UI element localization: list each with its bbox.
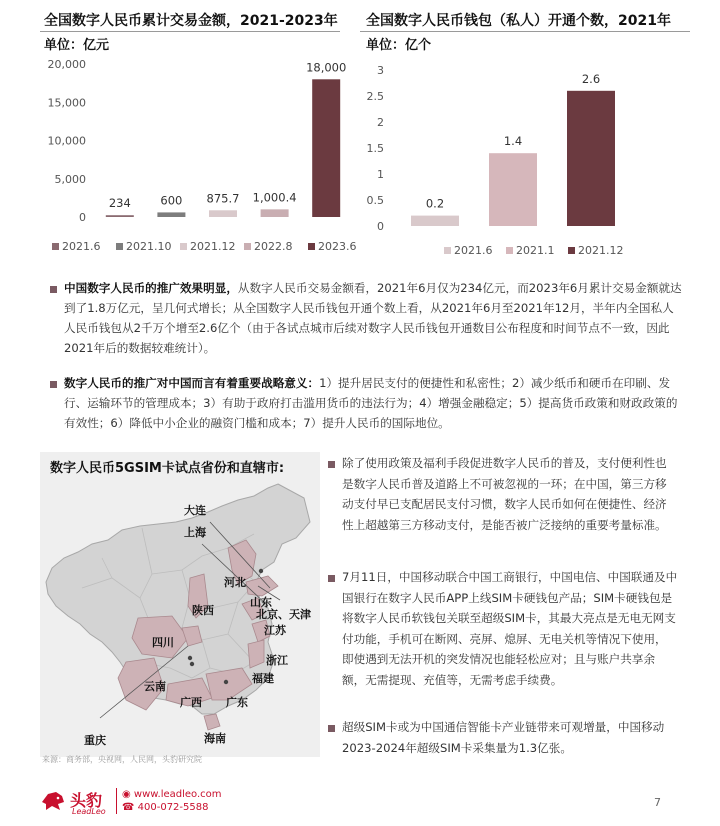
data-label-2021.6: 234 (108, 196, 131, 211)
legend-label-2023.6: 2023.6 (318, 240, 357, 253)
legend-swatch-2022.8 (244, 243, 251, 250)
map-label-chongqing: 重庆 (84, 734, 106, 747)
map-label-guangdong: 广东 (226, 696, 248, 709)
data-label-2021.12: 2.6 (581, 71, 601, 86)
paragraph-strategy (64, 373, 684, 433)
map-label-jiangsu: 江苏 (264, 624, 286, 637)
paragraph-promotion-lead: 中国数字人民币的推广效果明显， (64, 281, 238, 295)
right-point-2: 7月11日，中国移动联合中国工商银行，中国电信、中国联通及中国银行在数字人民币APP上线SIM卡硬钱包产品；SIM卡硬钱包是将数字人民币软钱包关联至超级SIM卡，其最大亮点是无电无网支付功能，手机可在断网、亮屏、熄屏、无电关机等情况下使用，即使遇到无法开机的突发情况也能轻松应对；且与账户共享余额，无需提现、充值等，无需考虑手续费。 (342, 570, 678, 687)
map-label-guangxi: 广西 (180, 696, 202, 709)
bar-2023.6 (312, 79, 340, 217)
chart2-unit: 单位：亿个 (366, 38, 432, 53)
y-tick-label: 15,000 (47, 96, 86, 110)
y-tick-label: 1 (377, 168, 384, 181)
bullet-marker (50, 381, 57, 388)
bar-2021.6 (106, 215, 134, 217)
map-title: 数字人民币5GSIM卡试点省份和直辖市: (50, 461, 285, 476)
source-note: 来源：商务部，央视网，人民网，头豹研究院 (42, 755, 202, 764)
region-hainan (204, 714, 220, 730)
phone-icon: ☎ (122, 802, 138, 813)
map-label-zhejiang: 浙江 (266, 654, 288, 667)
legend-swatch-2023.6 (308, 243, 315, 250)
chart2-plot (360, 52, 700, 262)
footer-website[interactable] (122, 789, 222, 800)
paragraph-strategy-body: 1）提升居民支付的便捷性和私密性；2）减少纸币和硬币在印刷、发行、运输环节的管理成本；3）有助于政府打击滥用货币的违法行为；4）增强金融稳定；5）提高货币政策和财政政策的有效性；6）降低中小企业的融资门槛和成本；7）提升人民币的国际地位。 (64, 376, 678, 430)
bullet-marker (50, 286, 57, 293)
data-label-2021.6: 0.2 (425, 196, 445, 211)
legend-swatch-2021.10 (116, 243, 123, 250)
y-tick-label: 0 (79, 211, 86, 224)
globe-icon: ◉ (122, 789, 134, 800)
legend-label-2021.6: 2021.6 (454, 244, 493, 257)
legend-label-2022.8: 2022.8 (254, 240, 293, 253)
y-tick-label: 5,000 (54, 172, 86, 186)
logo-text-cn: 头豹 (70, 791, 103, 810)
footer-divider (116, 788, 117, 814)
bar-2021.10 (157, 212, 185, 217)
legend-swatch-2021.1 (506, 247, 513, 254)
y-tick-label: 3 (377, 64, 384, 77)
map-label-shanghai: 上海 (184, 526, 206, 539)
bar-2021.12 (567, 91, 615, 226)
legend-swatch-2021.12 (568, 247, 575, 254)
map-label-yunnan: 云南 (144, 680, 166, 693)
paragraph-promotion (64, 278, 684, 358)
footer-phone (122, 802, 208, 813)
logo-text-en: LeadLeo (72, 807, 106, 816)
bullet-marker (328, 461, 335, 468)
legend-label-2021.12: 2021.12 (190, 240, 236, 253)
footer-phone-text: 400-072-5588 (137, 802, 209, 813)
legend-label-2021.10: 2021.10 (126, 240, 172, 253)
paragraph-strategy-lead: 数字人民币的推广对中国而言有着重要战略意义： (64, 376, 320, 390)
paragraph-promotion-body: 从数字人民币交易金额看，2021年6月仅为234亿元，而2023年6月累计交易金额就达到了1.8万亿元，呈几何式增长；从全国数字人民币钱包开通个数上看，从2021年6月至2021年12月，半年内全国私人人民币钱包从2千万个增至2.6亿个（由于各试点城市后续对数字人民币钱包开通数目公布程度和时间节点不一致，因此2021年后的数据较难统计）。 (64, 281, 682, 355)
map-label-shandong: 山东 (250, 596, 272, 609)
leopard-logo-icon (40, 790, 66, 812)
data-label-2023.6: 18,000 (306, 60, 347, 75)
bar-2021.6 (411, 216, 459, 226)
map-label-fujian: 福建 (252, 672, 274, 685)
map-label-hebei: 河北 (224, 576, 246, 589)
data-label-2021.10: 600 (160, 193, 183, 208)
bar-2022.8 (261, 209, 289, 217)
legend-swatch-2021.6 (52, 243, 59, 250)
chart1-unit: 单位：亿元 (44, 38, 110, 53)
data-label-2021.1: 1.4 (503, 134, 523, 149)
map-label-beijing-tianjin: 北京、天津 (256, 608, 311, 621)
legend-swatch-2021.6 (444, 247, 451, 254)
legend-label-2021.1: 2021.1 (516, 244, 555, 257)
page-number: 7 (654, 796, 661, 809)
bar-2021.1 (489, 153, 537, 226)
y-tick-label: 2.5 (366, 90, 384, 103)
y-tick-label: 0 (377, 220, 384, 233)
chart1-title: 全国数字人民币累计交易金额，2021-2023年 (44, 13, 338, 29)
y-tick-label: 0.5 (366, 194, 384, 207)
map-label-sichuan: 四川 (152, 636, 174, 649)
legend-label-2021.6: 2021.6 (62, 240, 101, 253)
right-point-3: 超级SIM卡或为中国通信智能卡产业链带来可观增量，中国移动2023-2024年超级SIM卡采集量为1.3亿张。 (342, 720, 665, 755)
bar-2021.12 (209, 210, 237, 217)
bullet-marker (328, 575, 335, 582)
footer-website-text: www.leadleo.com (133, 789, 222, 800)
map-label-shaanxi: 陕西 (192, 604, 214, 617)
y-tick-label: 20,000 (47, 58, 86, 71)
right-point-1: 除了使用政策及福利手段促进数字人民币的普及，支付便利性也是数字人民币普及道路上不可被忽视的一环；在中国，第三方移动支付早已支配居民支付习惯，数字人民币如何在便捷性、经济性上超越第三方移动支付，是能否被广泛接纳的重要考量标准。 (342, 456, 667, 532)
y-tick-label: 10,000 (47, 134, 86, 148)
chart1-plot (30, 52, 360, 262)
bullet-marker (328, 725, 335, 732)
y-tick-label: 1.5 (366, 142, 384, 155)
chart2-title: 全国数字人民币钱包（私人）开通个数，2021年 (366, 13, 671, 29)
map-label-hainan: 海南 (204, 732, 226, 745)
chart2-title-rule (360, 31, 690, 32)
data-label-2022.8: 1,000.4 (252, 190, 297, 205)
legend-swatch-2021.12 (180, 243, 187, 250)
china-map (42, 478, 318, 750)
map-label-dalian: 大连 (184, 504, 206, 517)
y-tick-label: 2 (377, 116, 384, 129)
legend-label-2021.12: 2021.12 (578, 244, 624, 257)
chart1-title-rule (40, 31, 340, 32)
data-label-2021.12: 875.7 (206, 191, 240, 206)
